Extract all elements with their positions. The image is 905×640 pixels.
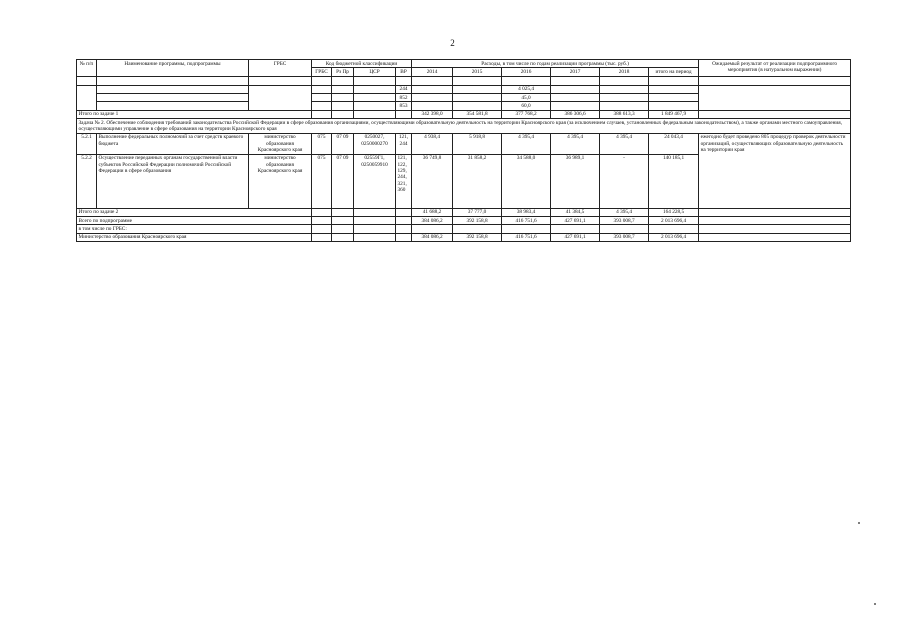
total-period: 1 849 467,9 [649,110,699,118]
item-vr: 121, 122, 129, 244, 321, 360 [396,154,412,208]
budget-table [76,59,851,242]
header-year-2015: 2015 [453,68,502,76]
item-grbs-name: министерство образования Красноярского края [249,154,312,208]
task1-total-label: Итого по задаче 1 [77,110,312,118]
item-2015: 31 858,2 [453,154,502,208]
total-2016: 416 751,6 [502,233,551,241]
item-name: Выполнение федеральных полномочий за счет средств краевого бюджета [97,133,249,154]
blank-row [77,76,851,85]
total-2016: 416 751,6 [502,217,551,225]
item-2016: 34 588,0 [502,154,551,208]
item-result: ежегодно будет проведено 805 процедур проверок деятельности организаций, осуществляющих образовательную деятельность на территории края [699,133,851,208]
header-name: Наименование программы, подпрограммы [97,60,249,77]
item-num: 5.2.2 [77,154,97,208]
item-2016: 4 395,4 [502,133,551,154]
item-2015: 5 918,8 [453,133,502,154]
program-total-row [77,217,851,225]
vr-cell: 852 [396,94,412,102]
page-number: 2 [450,38,455,48]
grbs-label-row [77,225,851,233]
total-2017: 386 306,6 [551,110,600,118]
item-2017: 4 395,4 [551,133,600,154]
header-total-period: итого на период [649,68,699,76]
grbs-label: в том числе по ГРБС: [77,225,312,233]
header-result: Ожидаемый результат от реализации подпрограммного мероприятия (в натуральном выражении) [699,60,851,77]
item-name: Осуществление переданных органам государственной власти субъектов Российской Федерации полномочий Российской Федерации в сфере образования [97,154,249,208]
header-year-2018: 2018 [600,68,649,76]
task2-title: Задача № 2. Обеспечение соблюдения требований законодательства Российской Федерации в сфере образования организациями, осуществляющими образовательную деятельность на территории Красноярского края (за исключением случаев, установленных федеральным законодательством), а также органами местного самоуправления, осуществляющими управление в сфере образования на территории Красноярского края [77,119,851,134]
item-2017: 36 989,1 [551,154,600,208]
header-year-2017: 2017 [551,68,600,76]
total-2017: 427 691,1 [551,233,600,241]
item-csr: 0250027, 0250000270 [354,133,396,154]
header-year-2016: 2016 [502,68,551,76]
ministry-total-label: Министерство образования Красноярского края [77,233,312,241]
task2-total-label: Итого по задаче 2 [77,208,312,216]
item-vr: 121, 244 [396,133,412,154]
total-2014: 41 688,2 [412,208,453,216]
item-grbs: 075 [312,154,332,208]
program-total-label: Всего по подпрограмме [77,217,312,225]
total-period: 2 013 696,4 [649,217,699,225]
value-2016: 60,0 [502,102,551,110]
total-2015: 392 158,8 [453,233,502,241]
ministry-total-row [77,233,851,241]
header-kbk-grbs: ГРБС [312,68,332,76]
value-2016: 45,0 [502,94,551,102]
header-grbs: ГРБС [249,60,312,77]
task1-total-row [77,110,851,118]
item-2014: 36 749,8 [412,154,453,208]
total-2017: 41 384,5 [551,208,600,216]
task2-total-row [77,208,851,216]
table-row [77,85,851,93]
total-2018: 388 613,3 [600,110,649,118]
item-2018: - [600,154,649,208]
header-kbk-vr: ВР [396,68,412,76]
item-grbs: 075 [312,133,332,154]
task2-title-row [77,119,851,134]
table-row [77,94,851,102]
item-csr: 02559Г1, 0250059910 [354,154,396,208]
scan-speck [858,522,860,524]
value-2016: 4 025,4 [502,85,551,93]
header-expenses: Расходы, в том числе по годам реализации программы (тыс. руб.) [412,60,699,68]
total-2014: 384 086,2 [412,233,453,241]
total-2015: 37 777,0 [453,208,502,216]
total-2016: 38 983,4 [502,208,551,216]
item-2014: 4 938,4 [412,133,453,154]
total-2016: 377 768,2 [502,110,551,118]
table-row [77,133,851,154]
total-2018: 393 008,7 [600,233,649,241]
total-2018: 4 395,4 [600,208,649,216]
total-2015: 354 581,8 [453,110,502,118]
item-rzpr: 07 09 [332,133,354,154]
total-2014: 384 086,2 [412,217,453,225]
total-period: 164 228,5 [649,208,699,216]
header-num: № п/п [77,60,97,77]
total-2014: 342 398,0 [412,110,453,118]
item-num: 5.2.1 [77,133,97,154]
scan-speck [874,603,876,605]
item-grbs-name: министерство образования Красноярского края [249,133,312,154]
total-2015: 392 158,8 [453,217,502,225]
header-kbk-csr: ЦСР [354,68,396,76]
header-year-2014: 2014 [412,68,453,76]
total-2018: 393 008,7 [600,217,649,225]
item-2018: 4 395,4 [600,133,649,154]
table-row [77,102,851,110]
vr-cell: 853 [396,102,412,110]
vr-cell: 244 [396,85,412,93]
header-kbk-rzpr: Рз Пр [332,68,354,76]
item-rzpr: 07 09 [332,154,354,208]
item-total: 140 185,1 [649,154,699,208]
total-period: 2 013 696,4 [649,233,699,241]
item-total: 24 043,4 [649,133,699,154]
total-2017: 427 691,1 [551,217,600,225]
header-kbk: Код бюджетной классификации [312,60,412,68]
header-row-1 [77,60,851,68]
